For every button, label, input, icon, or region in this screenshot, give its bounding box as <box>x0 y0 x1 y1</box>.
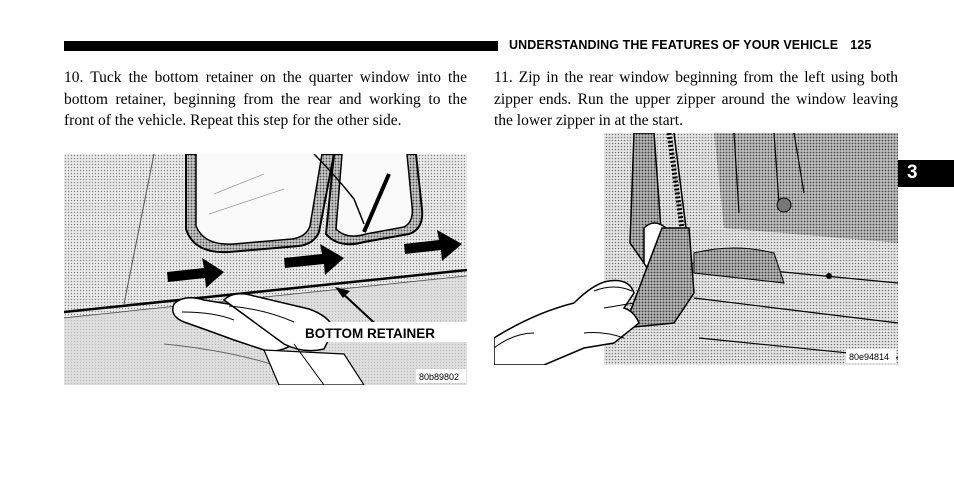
step-10-text: 10. Tuck the bottom retainer on the quarter window into the bottom retainer, beginning from the rear and working to the front of the vehicle. Repeat this step for the other side. <box>64 69 467 129</box>
chapter-number: 3 <box>907 162 918 183</box>
callout-bottom-retainer: BOTTOM RETAINER <box>305 326 435 341</box>
figure-bottom-retainer <box>64 154 467 385</box>
step-11-text: 11. Zip in the rear window beginning from the left using both zipper ends. Run the upper zipper around the window leaving the lower zipper in at the start. <box>494 69 898 129</box>
running-header <box>509 38 871 52</box>
header-rule <box>64 41 498 51</box>
illustration-quarter-window <box>64 154 467 385</box>
page-number: 125 <box>850 38 872 52</box>
section-title: UNDERSTANDING THE FEATURES OF YOUR VEHICLE <box>509 38 839 52</box>
figure-code: 80e94814 <box>849 352 890 362</box>
figure-code: 80b89802 <box>419 372 460 382</box>
figure-rear-window-zipper <box>494 133 898 365</box>
chapter-tab <box>898 160 954 187</box>
illustration-rear-window <box>494 133 898 365</box>
